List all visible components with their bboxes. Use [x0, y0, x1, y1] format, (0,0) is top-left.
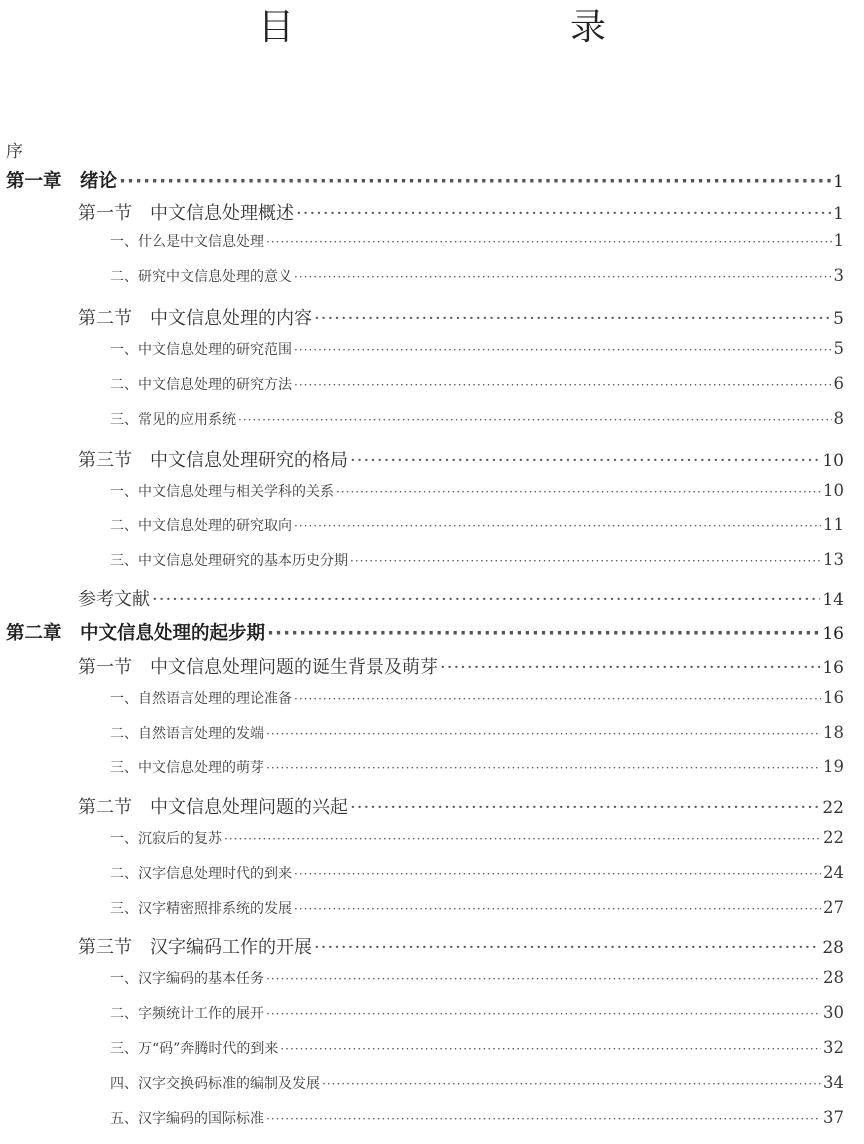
toc-entry-page-number: 28	[823, 968, 844, 987]
toc-entry-page-number: 1	[833, 172, 844, 192]
toc-entry-label: 第二节 中文信息处理问题的兴起	[78, 797, 348, 818]
toc-entry-page-number: 10	[823, 481, 844, 500]
toc-entry-label: 三、中文信息处理的萌芽	[110, 760, 264, 776]
toc-entry-item	[110, 231, 844, 255]
toc-entry-label: 二、汉字信息处理时代的到来	[110, 866, 292, 882]
toc-entry-label: 第三节 汉字编码工作的开展	[78, 937, 312, 958]
dot-leader	[322, 1077, 821, 1091]
dot-leader	[294, 378, 832, 392]
dot-leader	[266, 972, 821, 986]
dot-leader	[266, 761, 821, 775]
toc-entry-label: 第一章 绪论	[6, 171, 118, 192]
dot-leader	[266, 727, 821, 741]
toc-preface: 序	[6, 142, 23, 162]
toc-entry-label: 二、字频统计工作的展开	[110, 1006, 264, 1022]
dot-leader	[266, 235, 832, 249]
toc-entry-item	[110, 374, 844, 398]
toc-entry-item	[110, 1038, 844, 1062]
toc-entry-page-number: 16	[822, 624, 844, 644]
dot-leader	[350, 554, 821, 568]
toc-entry-section	[78, 653, 844, 681]
toc-entry-label: 一、自然语言处理的理论准备	[110, 691, 292, 707]
dot-leader	[440, 657, 820, 678]
toc-entry-item	[110, 550, 844, 574]
toc-entry-section	[78, 585, 844, 613]
toc-entry-page-number: 5	[833, 339, 844, 358]
dot-leader	[294, 867, 821, 881]
toc-entry-page-number: 22	[823, 828, 844, 847]
toc-entry-item	[110, 757, 844, 781]
dot-leader	[294, 270, 832, 284]
toc-entry-page-number: 16	[823, 688, 844, 707]
dot-leader	[119, 171, 831, 192]
toc-entry-item	[110, 1108, 844, 1132]
toc-entry-label: 三、万“码”奔腾时代的到来	[110, 1041, 279, 1057]
dot-leader	[350, 797, 820, 818]
toc-entry-label: 五、汉字编码的国际标准	[110, 1111, 264, 1127]
toc-entry-item	[110, 898, 844, 922]
dot-leader	[294, 902, 821, 916]
toc-entry-page-number: 1	[833, 231, 844, 250]
toc-entry-page-number: 32	[823, 1038, 844, 1057]
toc-entry-label: 第二章 中文信息处理的起步期	[6, 623, 266, 644]
toc-entry-section	[78, 446, 844, 474]
dot-leader	[350, 450, 820, 471]
dot-leader	[336, 485, 821, 499]
toc-entry-label: 二、中文信息处理的研究取向	[110, 518, 292, 534]
toc-entry-page-number: 10	[822, 451, 844, 471]
toc-entry-page-number: 28	[822, 938, 844, 958]
toc-entry-page-number: 16	[822, 658, 844, 678]
dot-leader	[266, 1007, 821, 1021]
dot-leader	[152, 589, 820, 610]
dot-leader	[280, 1042, 821, 1056]
page-title: 目 录	[257, 7, 674, 48]
toc-entry-section	[78, 199, 844, 227]
toc-entry-chapter	[6, 619, 844, 647]
toc-entry-page-number: 11	[823, 515, 844, 534]
dot-leader	[224, 832, 821, 846]
toc-entry-page-number: 6	[833, 374, 844, 393]
toc-entry-label: 第三节 中文信息处理研究的格局	[78, 450, 348, 471]
dot-leader	[294, 519, 821, 533]
toc-entry-label: 一、中文信息处理的研究范围	[110, 342, 292, 358]
toc-entry-page-number: 30	[823, 1003, 844, 1022]
dot-leader	[296, 203, 831, 224]
dot-leader	[314, 308, 831, 329]
dot-leader	[267, 623, 820, 644]
dot-leader	[266, 1112, 821, 1126]
toc-entry-page-number: 22	[822, 798, 844, 818]
toc-entry-page-number: 24	[823, 863, 844, 882]
toc-entry-page-number: 13	[823, 550, 844, 569]
toc-entry-label: 参考文献	[78, 589, 150, 610]
toc-entry-item	[110, 1073, 844, 1097]
toc-entry-item	[110, 481, 844, 505]
toc-entry-item	[110, 828, 844, 852]
toc-entry-item	[110, 266, 844, 290]
toc-entry-item	[110, 968, 844, 992]
toc-entry-label: 二、研究中文信息处理的意义	[110, 269, 292, 285]
toc-entry-page-number: 34	[823, 1073, 844, 1092]
toc-entry-section	[78, 933, 844, 961]
toc-entry-label: 第二节 中文信息处理的内容	[78, 308, 312, 329]
toc-entry-page-number: 8	[833, 409, 844, 428]
toc-entry-label: 一、什么是中文信息处理	[110, 234, 264, 250]
toc-entry-label: 三、汉字精密照排系统的发展	[110, 901, 292, 917]
toc-entry-label: 三、中文信息处理研究的基本历史分期	[110, 553, 348, 569]
toc-entry-section	[78, 793, 844, 821]
toc-entry-section	[78, 304, 844, 332]
toc-entry-item	[110, 409, 844, 433]
toc-entry-label: 四、汉字交换码标准的编制及发展	[110, 1076, 320, 1092]
toc-entry-page-number: 1	[833, 204, 844, 224]
toc-entry-item	[110, 723, 844, 747]
dot-leader	[294, 692, 821, 706]
toc-entry-item	[110, 515, 844, 539]
toc-entry-label: 一、汉字编码的基本任务	[110, 971, 264, 987]
toc-entry-label: 一、中文信息处理与相关学科的关系	[110, 484, 334, 500]
dot-leader	[314, 937, 820, 958]
toc-entry-page-number: 18	[823, 723, 844, 742]
toc-entry-item	[110, 339, 844, 363]
toc-entry-item	[110, 863, 844, 887]
toc-entry-item	[110, 1003, 844, 1027]
dot-leader	[238, 413, 832, 427]
toc-entry-label: 三、常见的应用系统	[110, 412, 236, 428]
toc-entry-page-number: 27	[823, 898, 844, 917]
toc-entry-chapter	[6, 167, 844, 195]
toc-entry-page-number: 37	[823, 1108, 844, 1127]
toc-entry-label: 第一节 中文信息处理问题的诞生背景及萌芽	[78, 657, 438, 678]
toc-entry-label: 第一节 中文信息处理概述	[78, 203, 294, 224]
dot-leader	[294, 343, 832, 357]
toc-entry-page-number: 3	[833, 266, 844, 285]
toc-entry-label: 一、沉寂后的复苏	[110, 831, 222, 847]
toc-entry-page-number: 19	[823, 757, 844, 776]
toc-entry-label: 二、中文信息处理的研究方法	[110, 377, 292, 393]
toc-entry-label: 二、自然语言处理的发端	[110, 726, 264, 742]
toc-entry-page-number: 5	[833, 309, 844, 329]
toc-entry-page-number: 14	[822, 590, 844, 610]
toc-entry-item	[110, 688, 844, 712]
